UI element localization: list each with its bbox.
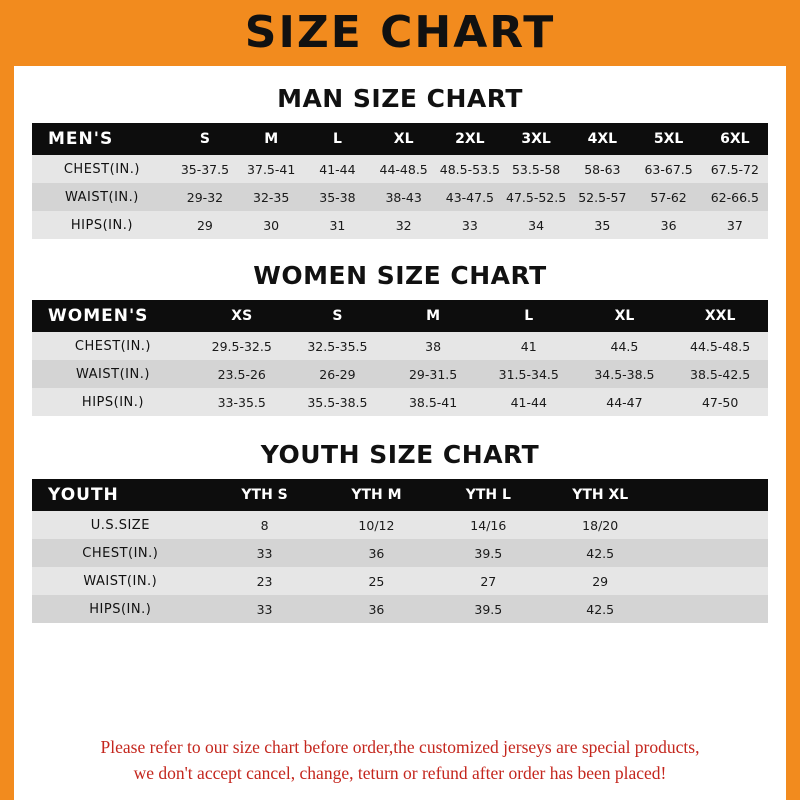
- men-header-6xl: 6XL: [702, 123, 768, 155]
- women-header-xs: XS: [194, 300, 290, 332]
- page-title: SIZE CHART: [244, 7, 556, 58]
- chart-content: [14, 66, 786, 725]
- table-cell: 53.5-58: [503, 155, 569, 183]
- youth-header-label: YOUTH: [32, 479, 209, 511]
- table-cell: 63-67.5: [635, 155, 701, 183]
- table-cell: 38-43: [371, 183, 437, 211]
- table-cell: 14/16: [432, 511, 544, 539]
- table-cell: [656, 595, 768, 623]
- table-cell: 29: [172, 211, 238, 239]
- notice-line-1: Please refer to our size chart before order,the customized jerseys are special products,: [100, 737, 700, 758]
- table-row: [32, 539, 768, 567]
- women-header-m: M: [385, 300, 481, 332]
- table-cell: 38.5-41: [385, 388, 481, 416]
- table-cell: 36: [635, 211, 701, 239]
- women-header-label: WOMEN'S: [32, 300, 194, 332]
- table-cell: 30: [238, 211, 304, 239]
- youth-header-s: YTH S: [209, 479, 321, 511]
- men-row-label-waist: WAIST(IN.): [32, 183, 172, 211]
- women-section-title: WOMEN SIZE CHART: [253, 261, 547, 290]
- table-cell: 67.5-72: [702, 155, 768, 183]
- table-cell: 36: [321, 595, 433, 623]
- men-section-title: MAN SIZE CHART: [277, 84, 523, 113]
- table-cell: 26-29: [290, 360, 386, 388]
- table-cell: 42.5: [544, 595, 656, 623]
- men-header-xl: XL: [371, 123, 437, 155]
- table-cell: [656, 511, 768, 539]
- table-cell: 38.5-42.5: [672, 360, 768, 388]
- table-row: [32, 360, 768, 388]
- table-cell: 57-62: [635, 183, 701, 211]
- table-row: [32, 567, 768, 595]
- table-row: [32, 332, 768, 360]
- table-cell: 18/20: [544, 511, 656, 539]
- table-row: [32, 211, 768, 239]
- table-cell: 32-35: [238, 183, 304, 211]
- youth-header-l: YTH L: [432, 479, 544, 511]
- table-cell: 42.5: [544, 539, 656, 567]
- table-cell: 25: [321, 567, 433, 595]
- youth-header-xl: YTH XL: [544, 479, 656, 511]
- table-cell: 34.5-38.5: [577, 360, 673, 388]
- youth-size-table: [32, 479, 768, 623]
- table-header-row: [32, 300, 768, 332]
- men-header-3xl: 3XL: [503, 123, 569, 155]
- youth-section-title: YOUTH SIZE CHART: [260, 440, 540, 469]
- youth-row-label-ussize: U.S.SIZE: [32, 511, 209, 539]
- table-cell: 35.5-38.5: [290, 388, 386, 416]
- table-cell: 8: [209, 511, 321, 539]
- youth-header-m: YTH M: [321, 479, 433, 511]
- table-cell: 35-38: [304, 183, 370, 211]
- table-cell: 32: [371, 211, 437, 239]
- men-row-label-chest: CHEST(IN.): [32, 155, 172, 183]
- table-cell: 41-44: [481, 388, 577, 416]
- men-header-s: S: [172, 123, 238, 155]
- table-cell: 33: [209, 595, 321, 623]
- table-header-row: [32, 123, 768, 155]
- table-cell: 29.5-32.5: [194, 332, 290, 360]
- table-cell: 39.5: [432, 595, 544, 623]
- table-cell: 23: [209, 567, 321, 595]
- table-cell: [656, 539, 768, 567]
- men-header-label: MEN'S: [32, 123, 172, 155]
- youth-row-label-waist: WAIST(IN.): [32, 567, 209, 595]
- men-header-m: M: [238, 123, 304, 155]
- table-cell: 29-32: [172, 183, 238, 211]
- table-cell: [656, 567, 768, 595]
- men-header-l: L: [304, 123, 370, 155]
- table-cell: 32.5-35.5: [290, 332, 386, 360]
- banner: [14, 0, 786, 66]
- table-cell: 34: [503, 211, 569, 239]
- table-row: [32, 511, 768, 539]
- order-notice: [14, 725, 786, 800]
- table-row: [32, 183, 768, 211]
- women-header-l: L: [481, 300, 577, 332]
- table-cell: 48.5-53.5: [437, 155, 503, 183]
- men-header-2xl: 2XL: [437, 123, 503, 155]
- table-cell: 35: [569, 211, 635, 239]
- table-cell: 41: [481, 332, 577, 360]
- table-cell: 29-31.5: [385, 360, 481, 388]
- women-header-s: S: [290, 300, 386, 332]
- table-cell: 44.5: [577, 332, 673, 360]
- table-cell: 31: [304, 211, 370, 239]
- men-size-table: [32, 123, 768, 239]
- table-cell: 10/12: [321, 511, 433, 539]
- women-row-label-chest: CHEST(IN.): [32, 332, 194, 360]
- women-row-label-waist: WAIST(IN.): [32, 360, 194, 388]
- table-cell: 43-47.5: [437, 183, 503, 211]
- table-cell: 33: [209, 539, 321, 567]
- table-cell: 44-48.5: [371, 155, 437, 183]
- table-cell: 47.5-52.5: [503, 183, 569, 211]
- table-cell: 62-66.5: [702, 183, 768, 211]
- men-row-label-hips: HIPS(IN.): [32, 211, 172, 239]
- table-row: [32, 388, 768, 416]
- table-cell: 35-37.5: [172, 155, 238, 183]
- youth-header-empty: [656, 479, 768, 511]
- youth-row-label-hips: HIPS(IN.): [32, 595, 209, 623]
- table-cell: 33: [437, 211, 503, 239]
- youth-row-label-chest: CHEST(IN.): [32, 539, 209, 567]
- table-cell: 23.5-26: [194, 360, 290, 388]
- table-header-row: [32, 479, 768, 511]
- table-row: [32, 155, 768, 183]
- table-cell: 44.5-48.5: [672, 332, 768, 360]
- women-header-xl: XL: [577, 300, 673, 332]
- table-cell: 37: [702, 211, 768, 239]
- table-row: [32, 595, 768, 623]
- notice-line-2: we don't accept cancel, change, teturn or refund after order has been placed!: [133, 762, 667, 783]
- table-cell: 29: [544, 567, 656, 595]
- table-cell: 39.5: [432, 539, 544, 567]
- table-cell: 31.5-34.5: [481, 360, 577, 388]
- table-cell: 52.5-57: [569, 183, 635, 211]
- table-cell: 47-50: [672, 388, 768, 416]
- table-cell: 41-44: [304, 155, 370, 183]
- table-cell: 37.5-41: [238, 155, 304, 183]
- table-cell: 33-35.5: [194, 388, 290, 416]
- table-cell: 44-47: [577, 388, 673, 416]
- table-cell: 36: [321, 539, 433, 567]
- men-header-4xl: 4XL: [569, 123, 635, 155]
- table-cell: 38: [385, 332, 481, 360]
- table-cell: 27: [432, 567, 544, 595]
- women-header-xxl: XXL: [672, 300, 768, 332]
- women-row-label-hips: HIPS(IN.): [32, 388, 194, 416]
- women-size-table: [32, 300, 768, 416]
- table-cell: 58-63: [569, 155, 635, 183]
- men-header-5xl: 5XL: [635, 123, 701, 155]
